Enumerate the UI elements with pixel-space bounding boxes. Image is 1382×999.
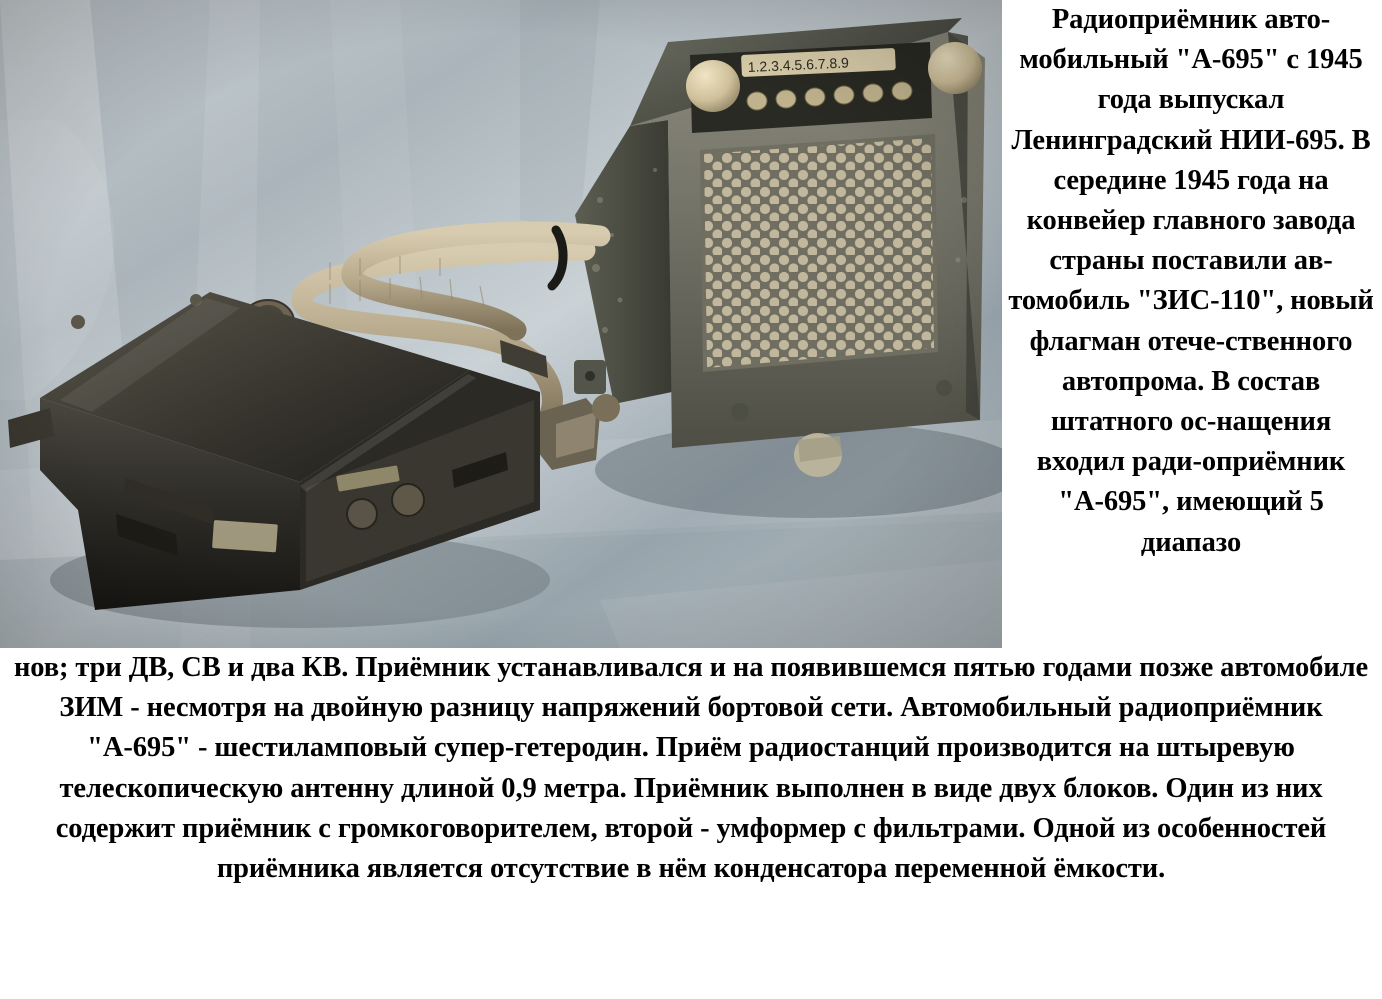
side-paragraph: Радиоприёмник авто-мобильный "А-695" с 1945 года выпускал Ленинградский НИИ-695. В середине 1945 года на конвейер главного завода страны поставили ав-томобиль "ЗИС-110", новый флагман отече-ственного автопрома. В состав штатного ос-нащения входил ради-оприёмник "А-695", имеющий 5 диапазо xyxy=(1008,4,1374,558)
bottom-paragraph: нов; три ДВ, СВ и два КВ. Приёмник устанавливался и на появившемся пятью годами позже автомобиле ЗИМ - несмотря на двойную разницу напряжений бортовой сети. Автомобильный радиоприёмник "А-695" - шестиламповый супер-гетеродин. Приём радиостанций производится на штыревую телескопическую антенну длиной 0,9 метра. Приёмник выполнен в виде двух блоков. Один из них содержит приёмник с громкоговорителем, второй - умформер с фильтрами. Одной из особенностей приёмника является отсутствие в нём конденсатора переменной ёмкости. xyxy=(13,652,1369,885)
bottom-text-block xyxy=(0,648,1382,999)
radio-photo-illustration xyxy=(0,0,1002,648)
side-text-column xyxy=(1002,0,1382,648)
radio-photo xyxy=(0,0,1002,648)
